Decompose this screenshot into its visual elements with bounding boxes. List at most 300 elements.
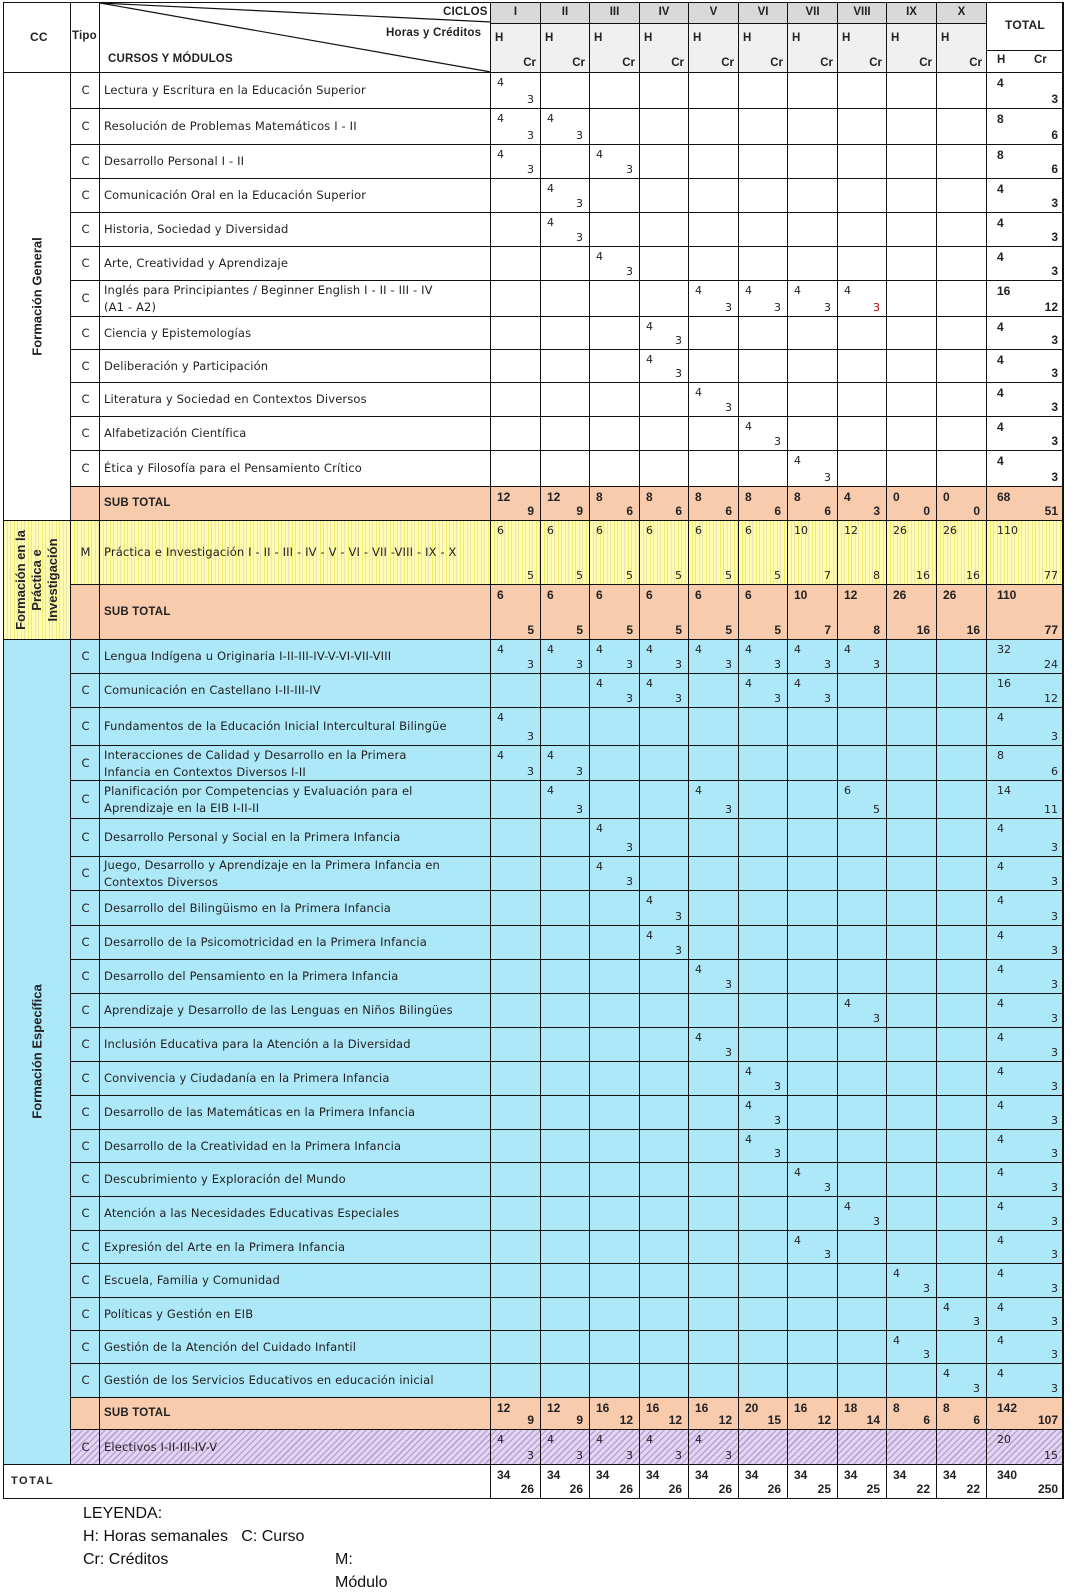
hours-value: 12 xyxy=(547,1401,561,1415)
cycle-cell-8 xyxy=(838,1163,887,1197)
cycle-cell-10 xyxy=(937,350,987,383)
cycle-cell-6 xyxy=(739,109,788,145)
hours-value: 6 xyxy=(497,588,504,602)
cycle-cell-10 xyxy=(937,994,987,1028)
cycle-cell-4 xyxy=(640,179,689,213)
course-type: M xyxy=(80,545,91,559)
cycle-cell-4 xyxy=(640,417,689,451)
total-hours: 110 xyxy=(997,588,1017,602)
cycle-cell-10 xyxy=(937,674,987,708)
course-name: Inglés para Principiantes / Beginner English I - II - III - IV xyxy=(104,283,433,297)
credits-value: 5 xyxy=(725,569,732,582)
hours-value: 4 xyxy=(596,677,603,690)
total-credits: 3 xyxy=(1051,1181,1058,1194)
course-type: C xyxy=(81,900,90,915)
cycle-cell-8 xyxy=(838,317,887,350)
row-total-cell xyxy=(987,1465,1063,1499)
cycle-cell-8 xyxy=(838,781,887,819)
cycle-cell-8 xyxy=(838,1430,887,1465)
cycle-cell-6 xyxy=(739,179,788,213)
cycle-cell-9 xyxy=(887,417,937,451)
course-name: Ciencia y Epistemologías xyxy=(104,325,252,340)
credits-value: 3 xyxy=(725,301,732,314)
row-total-cell xyxy=(987,1398,1063,1430)
credits-value: 3 xyxy=(774,301,781,314)
total-hours: 4 xyxy=(997,1334,1004,1347)
cycle-cell-1 xyxy=(491,1231,541,1264)
credits-value: 5 xyxy=(675,569,682,582)
row-total-cell xyxy=(987,1298,1063,1331)
credits-value: 9 xyxy=(576,504,583,518)
cycle-cell-10 xyxy=(937,857,987,891)
course-type: C xyxy=(81,830,90,844)
cycle-cell-1 xyxy=(491,926,541,960)
cycle-cell-7 xyxy=(788,781,838,819)
total-credits: 3 xyxy=(1051,1147,1058,1160)
cycle-cell-4 xyxy=(640,1062,689,1096)
hours-value: 4 xyxy=(646,894,653,907)
credits-value: 3 xyxy=(824,1248,831,1261)
hours-value: 4 xyxy=(745,1099,752,1112)
cycle-cell-4 xyxy=(640,451,689,487)
cycle-cell-2 xyxy=(541,247,590,281)
cycle-cell-2 xyxy=(541,994,590,1028)
credits-value: 3 xyxy=(527,730,534,743)
cycle-cell-4 xyxy=(640,317,689,350)
cycle-cell-5 xyxy=(689,891,739,926)
course-name: Resolución de Problemas Matemáticos I - II xyxy=(104,119,357,133)
credits-value: 3 xyxy=(824,471,831,484)
cycle-cell-6 xyxy=(739,1331,788,1364)
cycle-cell-3 xyxy=(590,247,640,281)
credits-value: 3 xyxy=(824,301,831,314)
cycle-cell-9 xyxy=(887,451,937,487)
credits-value: 3 xyxy=(873,504,880,518)
cycle-cell-7 xyxy=(788,1062,838,1096)
cycle-cell-7 xyxy=(788,1130,838,1163)
cycle-cell-7 xyxy=(788,73,838,109)
cycle-cell-10 xyxy=(937,1231,987,1264)
hours-value: 4 xyxy=(794,643,801,656)
cr-label: Cr xyxy=(770,57,783,69)
cycle-cell-1 xyxy=(491,417,541,451)
cycle-cell-5 xyxy=(689,1197,739,1231)
cycle-label: III xyxy=(609,6,620,18)
cycle-cell-8 xyxy=(838,179,887,213)
total-credits: 3 xyxy=(1051,875,1058,888)
total-credits: 3 xyxy=(1051,1282,1058,1295)
total-credits: 77 xyxy=(1044,623,1058,637)
cycle-label: VI xyxy=(757,6,769,18)
header-hcr-6 xyxy=(739,24,788,73)
cycle-cell-8 xyxy=(838,145,887,179)
cycle-cell-2 xyxy=(541,179,590,213)
cycle-cell-8 xyxy=(838,383,887,417)
total-hours: 340 xyxy=(997,1468,1018,1482)
cycle-label: I xyxy=(513,6,518,18)
hours-value: 8 xyxy=(596,490,603,504)
cycle-cell-3 xyxy=(590,1331,640,1364)
hours-value: 8 xyxy=(695,490,702,504)
cycle-cell-3 xyxy=(590,451,640,487)
cycle-cell-3 xyxy=(590,1062,640,1096)
credits-value: 3 xyxy=(626,692,633,705)
cycle-cell-2 xyxy=(541,1331,590,1364)
cycle-cell-8 xyxy=(838,1028,887,1062)
credits-value: 26 xyxy=(569,1482,583,1496)
cycle-cell-2 xyxy=(541,73,590,109)
cycle-cell-4 xyxy=(640,1465,689,1499)
cycle-cell-4 xyxy=(640,281,689,317)
cycle-cell-4 xyxy=(640,746,689,781)
course-name: Alfabetización Científica xyxy=(104,426,247,440)
section-label-practica xyxy=(13,520,61,640)
credits-value: 3 xyxy=(675,692,682,705)
credits-value: 3 xyxy=(527,129,534,142)
course-type: C xyxy=(81,1339,90,1354)
cycle-cell-7 xyxy=(788,1163,838,1197)
cycle-cell-2 xyxy=(541,857,590,891)
cycle-cell-10 xyxy=(937,417,987,451)
header-cycle-4 xyxy=(640,3,689,24)
cycle-cell-3 xyxy=(590,350,640,383)
hours-value: 4 xyxy=(646,677,653,690)
cycle-cell-1 xyxy=(491,73,541,109)
cycle-cell-10 xyxy=(937,926,987,960)
cycle-cell-1 xyxy=(491,179,541,213)
cycle-cell-7 xyxy=(788,1197,838,1231)
cycle-cell-10 xyxy=(937,451,987,487)
course-name: Lectura y Escritura en la Educación Superior xyxy=(104,83,366,97)
total-hours: 4 xyxy=(997,1200,1004,1213)
cycle-cell-5 xyxy=(689,1264,739,1298)
course-type: C xyxy=(81,683,90,697)
cycle-cell-4 xyxy=(640,891,689,926)
credits-value: 12 xyxy=(718,1413,732,1427)
cycle-cell-10 xyxy=(937,1062,987,1096)
hours-value: 16 xyxy=(695,1401,709,1415)
row-total-cell xyxy=(987,1062,1063,1096)
cycle-cell-4 xyxy=(640,708,689,746)
cycle-cell-9 xyxy=(887,891,937,926)
course-type: C xyxy=(81,1439,90,1454)
header-total-hcr xyxy=(987,51,1063,73)
cycle-cell-9 xyxy=(887,1096,937,1130)
cycle-cell-7 xyxy=(788,1465,838,1499)
header-cycle-8 xyxy=(838,3,887,24)
hours-value: 34 xyxy=(646,1468,660,1482)
cycle-cell-1 xyxy=(491,960,541,994)
cycle-cell-1 xyxy=(491,109,541,145)
header-hcr-10 xyxy=(937,24,987,73)
cycle-cell-9 xyxy=(887,487,937,521)
cr-label: Cr xyxy=(969,57,982,69)
cycle-cell-5 xyxy=(689,994,739,1028)
grand-total-label-cell xyxy=(4,1465,491,1499)
cycle-cell-4 xyxy=(640,1096,689,1130)
cycle-cell-3 xyxy=(590,926,640,960)
total-hours: 4 xyxy=(997,1166,1004,1179)
hours-value: 34 xyxy=(794,1468,808,1482)
cycle-cell-6 xyxy=(739,1062,788,1096)
total-hours: 4 xyxy=(997,320,1004,334)
total-hours: 4 xyxy=(997,997,1004,1010)
cycle-cell-5 xyxy=(689,708,739,746)
cycle-cell-7 xyxy=(788,926,838,960)
hours-value: 4 xyxy=(745,643,752,656)
h-label: H xyxy=(644,32,653,44)
course-name: Atención a las Necesidades Educativas Especiales xyxy=(104,1206,400,1220)
total-credits: 3 xyxy=(1051,470,1058,484)
course-name-line2: Aprendizaje en la EIB I-II-II xyxy=(104,801,260,815)
cycle-cell-2 xyxy=(541,1130,590,1163)
hours-value: 6 xyxy=(547,524,554,537)
credits-value: 16 xyxy=(966,569,980,582)
course-name: Literatura y Sociedad en Contextos Diversos xyxy=(104,392,367,406)
credits-value: 22 xyxy=(966,1482,980,1496)
header-hcr-3 xyxy=(590,24,640,73)
credits-value: 3 xyxy=(725,658,732,671)
subtotal-label: SUB TOTAL xyxy=(104,497,171,509)
hours-value: 4 xyxy=(497,148,504,161)
cycle-cell-6 xyxy=(739,417,788,451)
cycle-cell-6 xyxy=(739,960,788,994)
credits-value: 3 xyxy=(626,875,633,888)
cycle-cell-8 xyxy=(838,994,887,1028)
cycle-cell-3 xyxy=(590,746,640,781)
cycle-cell-2 xyxy=(541,1264,590,1298)
total-hours: 4 xyxy=(997,420,1004,434)
row-total-cell xyxy=(987,247,1063,281)
row-total-cell xyxy=(987,746,1063,781)
course-name: Electivos I-II-III-IV-V xyxy=(104,1439,218,1454)
cycle-cell-5 xyxy=(689,1364,739,1398)
hours-value: 34 xyxy=(844,1468,858,1482)
credits-value: 9 xyxy=(576,1413,583,1427)
credits-value: 3 xyxy=(923,1348,930,1361)
cycle-cell-7 xyxy=(788,960,838,994)
row-total-cell xyxy=(987,521,1063,585)
hours-value: 12 xyxy=(844,524,858,537)
cycle-cell-10 xyxy=(937,1130,987,1163)
cycle-cell-5 xyxy=(689,317,739,350)
credits-value: 5 xyxy=(527,623,534,637)
cycle-cell-4 xyxy=(640,1298,689,1331)
row-total-cell xyxy=(987,891,1063,926)
cycle-cell-10 xyxy=(937,746,987,781)
cycle-cell-2 xyxy=(541,1364,590,1398)
cycle-cell-10 xyxy=(937,891,987,926)
legend-m: M: Módulo xyxy=(335,1551,388,1591)
cycle-cell-3 xyxy=(590,781,640,819)
cycle-cell-7 xyxy=(788,1028,838,1062)
cycle-label: V xyxy=(709,6,718,18)
cycle-cell-6 xyxy=(739,994,788,1028)
hours-value: 34 xyxy=(943,1468,957,1482)
cycle-cell-10 xyxy=(937,1298,987,1331)
course-name: Desarrollo de las Matemáticas en la Primera Infancia xyxy=(104,1105,416,1119)
cycle-cell-7 xyxy=(788,179,838,213)
cycle-cell-5 xyxy=(689,1163,739,1197)
total-credits: 3 xyxy=(1051,910,1058,923)
total-hours: 4 xyxy=(997,182,1004,196)
cycle-cell-5 xyxy=(689,213,739,247)
cycle-cell-5 xyxy=(689,1130,739,1163)
row-total-cell xyxy=(987,145,1063,179)
cycle-cell-9 xyxy=(887,1264,937,1298)
credits-value: 25 xyxy=(817,1482,831,1496)
cycle-cell-6 xyxy=(739,708,788,746)
cycle-cell-6 xyxy=(739,746,788,781)
cycle-cell-3 xyxy=(590,179,640,213)
cycle-cell-6 xyxy=(739,1465,788,1499)
cycle-cell-5 xyxy=(689,1331,739,1364)
hours-value: 6 xyxy=(745,588,752,602)
hours-value: 34 xyxy=(745,1468,759,1482)
hours-value: 4 xyxy=(893,1267,900,1280)
credits-value: 26 xyxy=(767,1482,781,1496)
cycle-cell-2 xyxy=(541,145,590,179)
cycle-cell-7 xyxy=(788,1331,838,1364)
cycle-cell-8 xyxy=(838,451,887,487)
cycle-cell-2 xyxy=(541,1028,590,1062)
total-credits: 107 xyxy=(1037,1413,1058,1427)
row-total-cell xyxy=(987,179,1063,213)
cycle-cell-7 xyxy=(788,145,838,179)
cycle-cell-9 xyxy=(887,857,937,891)
header-diagonal-lines xyxy=(100,3,491,73)
cycle-cell-5 xyxy=(689,819,739,857)
cycle-cell-9 xyxy=(887,1298,937,1331)
total-cr-label: Cr xyxy=(1034,54,1047,66)
total-hours: 8 xyxy=(997,749,1004,762)
cycle-cell-2 xyxy=(541,1465,590,1499)
cycle-cell-2 xyxy=(541,640,590,674)
cycle-cell-5 xyxy=(689,521,739,585)
credits-value: 3 xyxy=(824,692,831,705)
h-label: H xyxy=(594,32,603,44)
cycle-cell-10 xyxy=(937,1430,987,1465)
course-type: C xyxy=(81,935,90,949)
cycle-cell-9 xyxy=(887,1062,937,1096)
cycle-label: IV xyxy=(658,6,670,18)
cycle-cell-1 xyxy=(491,1062,541,1096)
cycle-cell-5 xyxy=(689,73,739,109)
cycle-label: X xyxy=(957,6,966,18)
course-type: C xyxy=(81,426,90,440)
cycle-cell-1 xyxy=(491,891,541,926)
row-total-cell xyxy=(987,109,1063,145)
total-credits: 3 xyxy=(1051,1315,1058,1328)
total-credits: 12 xyxy=(1044,692,1058,705)
cycle-cell-3 xyxy=(590,640,640,674)
cycle-cell-6 xyxy=(739,317,788,350)
cycle-cell-5 xyxy=(689,1028,739,1062)
credits-value: 3 xyxy=(725,1046,732,1059)
cycle-cell-4 xyxy=(640,109,689,145)
hours-value: 4 xyxy=(596,643,603,656)
total-credits: 3 xyxy=(1051,1012,1058,1025)
hours-value: 4 xyxy=(745,420,752,433)
hours-value: 4 xyxy=(646,1433,653,1446)
header-total-label: TOTAL xyxy=(1005,18,1045,32)
cycle-cell-8 xyxy=(838,1465,887,1499)
credits-value: 7 xyxy=(824,623,831,637)
cycle-cell-7 xyxy=(788,417,838,451)
credits-value: 5 xyxy=(527,569,534,582)
hours-value: 4 xyxy=(646,929,653,942)
h-label: H xyxy=(495,32,504,44)
course-type: C xyxy=(81,866,90,880)
cycle-cell-5 xyxy=(689,350,739,383)
total-credits: 6 xyxy=(1051,765,1058,778)
course-name: Desarrollo Personal I - II xyxy=(104,154,245,168)
cycle-cell-8 xyxy=(838,73,887,109)
cycle-cell-6 xyxy=(739,1096,788,1130)
h-label: H xyxy=(743,32,752,44)
course-type: C xyxy=(81,119,90,133)
credits-value: 3 xyxy=(774,1147,781,1160)
credits-value: 3 xyxy=(873,1215,880,1228)
credits-value: 3 xyxy=(873,1012,880,1025)
cycle-cell-4 xyxy=(640,926,689,960)
cycle-cell-8 xyxy=(838,585,887,640)
course-type: C xyxy=(81,392,90,406)
cycle-cell-1 xyxy=(491,1264,541,1298)
cycle-cell-5 xyxy=(689,674,739,708)
credits-value: 5 xyxy=(774,623,781,637)
cycle-cell-9 xyxy=(887,247,937,281)
cycle-cell-8 xyxy=(838,1130,887,1163)
row-total-cell xyxy=(987,674,1063,708)
row-total-cell xyxy=(987,781,1063,819)
cycle-cell-10 xyxy=(937,73,987,109)
cycle-cell-3 xyxy=(590,1163,640,1197)
hours-value: 6 xyxy=(646,588,653,602)
cycle-cell-3 xyxy=(590,417,640,451)
hours-value: 4 xyxy=(646,320,653,333)
hours-value: 16 xyxy=(596,1401,610,1415)
cycle-cell-6 xyxy=(739,1197,788,1231)
hours-value: 18 xyxy=(844,1401,858,1415)
row-total-cell xyxy=(987,1197,1063,1231)
hours-value: 4 xyxy=(695,1031,702,1044)
credits-value: 3 xyxy=(675,944,682,957)
total-hours: 4 xyxy=(997,1065,1004,1078)
cycle-cell-3 xyxy=(590,281,640,317)
cycle-cell-8 xyxy=(838,247,887,281)
cycle-cell-1 xyxy=(491,487,541,521)
cycle-cell-2 xyxy=(541,1298,590,1331)
cycle-cell-2 xyxy=(541,585,590,640)
credits-value: 7 xyxy=(824,569,831,582)
cycle-cell-9 xyxy=(887,317,937,350)
cycle-cell-9 xyxy=(887,1197,937,1231)
credits-value: 3 xyxy=(873,658,880,671)
total-hours: 4 xyxy=(997,711,1004,724)
total-credits: 6 xyxy=(1051,162,1058,176)
row-total-cell xyxy=(987,1163,1063,1197)
row-total-cell xyxy=(987,640,1063,674)
cycle-cell-9 xyxy=(887,1331,937,1364)
hours-value: 8 xyxy=(794,490,801,504)
cr-label: Cr xyxy=(523,57,536,69)
row-total-cell xyxy=(987,1231,1063,1264)
cycle-cell-7 xyxy=(788,1298,838,1331)
cycle-cell-5 xyxy=(689,960,739,994)
header-cycle-3 xyxy=(590,3,640,24)
hours-value: 4 xyxy=(745,284,752,297)
